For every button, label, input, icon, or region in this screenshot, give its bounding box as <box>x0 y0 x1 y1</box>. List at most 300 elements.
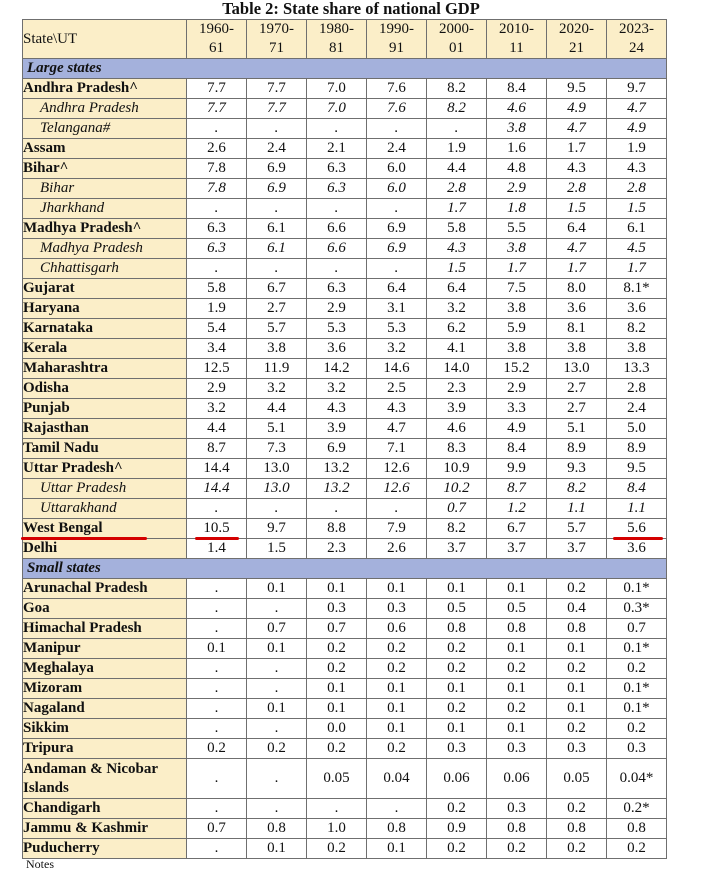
state-row <box>23 659 667 679</box>
value-cell: 4.9 <box>487 419 547 439</box>
value-cell: 3.8 <box>487 299 547 319</box>
value-cell: 0.2 <box>307 839 367 859</box>
value-cell: 6.6 <box>307 239 367 259</box>
state-row <box>23 739 667 759</box>
value-cell: . <box>187 719 247 739</box>
value-cell: 0.2 <box>547 799 607 819</box>
state-name-cell: Andhra Pradesh <box>23 99 187 119</box>
state-row <box>23 439 667 459</box>
value-cell: 6.9 <box>247 159 307 179</box>
state-name-cell: Madhya Pradesh^ <box>23 219 187 239</box>
value-cell: 3.6 <box>607 539 667 559</box>
value-cell: 3.7 <box>547 539 607 559</box>
value-cell: 0.2 <box>307 639 367 659</box>
value-cell: 0.8 <box>487 819 547 839</box>
state-row <box>23 79 667 99</box>
value-cell: 0.1 <box>367 679 427 699</box>
value-cell: 3.1 <box>367 299 427 319</box>
state-row <box>23 719 667 739</box>
value-cell: 0.8 <box>607 819 667 839</box>
value-cell: 1.7 <box>487 259 547 279</box>
value-cell: 4.5 <box>607 239 667 259</box>
value-cell: 1.9 <box>187 299 247 319</box>
column-header-year: 1990- 91 <box>367 20 427 59</box>
state-name-cell: Odisha <box>23 379 187 399</box>
value-cell: 0.1 <box>247 839 307 859</box>
value-cell: 0.8 <box>547 619 607 639</box>
value-cell: 0.2 <box>547 839 607 859</box>
value-cell: 8.2 <box>427 79 487 99</box>
value-cell: 2.4 <box>367 139 427 159</box>
value-cell: 5.1 <box>547 419 607 439</box>
state-name-cell: Punjab <box>23 399 187 419</box>
value-cell: 4.4 <box>247 399 307 419</box>
value-cell: 7.6 <box>367 99 427 119</box>
state-name-cell: Gujarat <box>23 279 187 299</box>
value-cell: 0.1 <box>427 679 487 699</box>
value-cell: 7.7 <box>247 79 307 99</box>
value-cell: 4.7 <box>547 239 607 259</box>
value-cell: 13.0 <box>247 459 307 479</box>
value-cell: . <box>187 599 247 619</box>
value-cell: 8.3 <box>427 439 487 459</box>
column-header-year: 2010- 11 <box>487 20 547 59</box>
value-cell: 2.7 <box>547 379 607 399</box>
value-cell: 6.1 <box>247 239 307 259</box>
state-name-cell: Manipur <box>23 639 187 659</box>
value-cell: 12.6 <box>367 459 427 479</box>
value-cell: 9.5 <box>547 79 607 99</box>
value-cell: 4.6 <box>487 99 547 119</box>
value-cell: 1.1 <box>607 499 667 519</box>
value-cell: 2.6 <box>187 139 247 159</box>
state-name-cell: Goa <box>23 599 187 619</box>
value-cell: 0.7 <box>607 619 667 639</box>
value-cell: 3.8 <box>487 119 547 139</box>
value-cell: 3.3 <box>487 399 547 419</box>
sub-state-row <box>23 119 667 139</box>
value-cell: 7.0 <box>307 99 367 119</box>
value-cell: 0.1 <box>427 579 487 599</box>
column-header-state: State\UT <box>23 20 187 59</box>
value-cell: 0.7 <box>247 619 307 639</box>
value-cell: 3.7 <box>427 539 487 559</box>
state-row <box>23 799 667 819</box>
highlight-underline <box>21 537 147 540</box>
value-cell: . <box>367 499 427 519</box>
value-cell: 8.4 <box>487 439 547 459</box>
value-cell: 4.3 <box>367 399 427 419</box>
value-cell: 2.9 <box>187 379 247 399</box>
section-title: Small states <box>23 559 667 579</box>
value-cell: 2.5 <box>367 379 427 399</box>
value-cell: . <box>307 259 367 279</box>
value-cell: 0.2 <box>427 659 487 679</box>
sub-state-row <box>23 499 667 519</box>
section-title: Large states <box>23 59 667 79</box>
state-name-cell: Uttar Pradesh^ <box>23 459 187 479</box>
value-cell: 0.1* <box>607 699 667 719</box>
value-cell: 0.3 <box>547 739 607 759</box>
state-name-cell: Rajasthan <box>23 419 187 439</box>
value-cell: 3.9 <box>307 419 367 439</box>
value-cell: 5.4 <box>187 319 247 339</box>
state-name-cell: Meghalaya <box>23 659 187 679</box>
value-cell: 8.0 <box>547 279 607 299</box>
value-cell: 3.8 <box>487 239 547 259</box>
value-cell: 4.7 <box>607 99 667 119</box>
state-row <box>23 519 667 539</box>
section-header-row <box>23 559 667 579</box>
value-cell: 3.6 <box>547 299 607 319</box>
value-cell: 1.7 <box>547 139 607 159</box>
value-cell: 1.5 <box>247 539 307 559</box>
value-cell: 1.8 <box>487 199 547 219</box>
value-cell: 0.1 <box>307 679 367 699</box>
state-name-cell: Assam <box>23 139 187 159</box>
value-cell: 6.7 <box>487 519 547 539</box>
value-cell: . <box>307 799 367 819</box>
state-name-cell: Tamil Nadu <box>23 439 187 459</box>
value-cell: 8.4 <box>607 479 667 499</box>
value-cell: 14.2 <box>307 359 367 379</box>
value-cell: . <box>187 699 247 719</box>
value-cell: 3.7 <box>487 539 547 559</box>
value-cell: 0.1 <box>487 639 547 659</box>
value-cell: 7.8 <box>187 159 247 179</box>
value-cell: 6.3 <box>307 179 367 199</box>
value-cell: 0.3 <box>427 739 487 759</box>
sub-state-row <box>23 479 667 499</box>
value-cell: 7.3 <box>247 439 307 459</box>
value-cell: 4.1 <box>427 339 487 359</box>
value-cell: . <box>367 799 427 819</box>
value-cell: 5.7 <box>547 519 607 539</box>
value-cell: 0.2 <box>367 739 427 759</box>
value-cell: 6.9 <box>367 219 427 239</box>
value-cell: 2.3 <box>427 379 487 399</box>
value-cell: . <box>247 799 307 819</box>
value-cell: 0.1 <box>487 719 547 739</box>
state-name-cell: Uttar Pradesh <box>23 479 187 499</box>
value-cell: 5.7 <box>247 319 307 339</box>
sub-state-row <box>23 239 667 259</box>
state-gdp-share-table <box>22 19 667 859</box>
value-cell: 0.0 <box>307 719 367 739</box>
value-cell: . <box>187 119 247 139</box>
value-cell: 0.3 <box>367 599 427 619</box>
value-cell: . <box>187 799 247 819</box>
sub-state-row <box>23 259 667 279</box>
value-cell: 4.4 <box>187 419 247 439</box>
value-cell: 0.2 <box>367 659 427 679</box>
state-name-cell: Puducherry <box>23 839 187 859</box>
value-cell: 8.1* <box>607 279 667 299</box>
state-name-cell: Tripura <box>23 739 187 759</box>
value-cell: 1.7 <box>607 259 667 279</box>
state-row <box>23 579 667 599</box>
value-cell: 1.9 <box>607 139 667 159</box>
value-cell: . <box>187 259 247 279</box>
value-cell: 7.8 <box>187 179 247 199</box>
value-cell: 0.8 <box>367 819 427 839</box>
header-row <box>23 20 667 59</box>
value-cell: 0.2 <box>367 639 427 659</box>
value-cell: 14.4 <box>187 459 247 479</box>
state-row <box>23 219 667 239</box>
value-cell: 2.9 <box>487 379 547 399</box>
value-cell: 12.5 <box>187 359 247 379</box>
value-cell: 0.5 <box>427 599 487 619</box>
value-cell: 8.2 <box>607 319 667 339</box>
value-cell: 5.8 <box>427 219 487 239</box>
value-cell: . <box>307 499 367 519</box>
column-header-year: 1970- 71 <box>247 20 307 59</box>
value-cell: 5.3 <box>367 319 427 339</box>
value-cell: 0.2 <box>427 839 487 859</box>
value-cell: 3.2 <box>247 379 307 399</box>
table-title: Table 2: State share of national GDP <box>222 0 480 18</box>
value-cell: 4.3 <box>307 399 367 419</box>
value-cell: 6.3 <box>187 219 247 239</box>
value-cell: 0.2 <box>247 739 307 759</box>
value-cell: 6.2 <box>427 319 487 339</box>
state-row <box>23 319 667 339</box>
value-cell: 0.8 <box>547 819 607 839</box>
value-cell: 8.8 <box>307 519 367 539</box>
value-cell: 2.4 <box>607 399 667 419</box>
value-cell: 9.9 <box>487 459 547 479</box>
notes-label: Notes <box>26 857 54 871</box>
value-cell: 5.0 <box>607 419 667 439</box>
value-cell: . <box>247 599 307 619</box>
value-cell: 0.3 <box>307 599 367 619</box>
state-name-cell: Andaman & Nicobar Islands <box>23 759 187 799</box>
value-cell: 2.8 <box>607 179 667 199</box>
value-cell: 0.2 <box>547 659 607 679</box>
value-cell: . <box>187 499 247 519</box>
state-name-cell: Chandigarh <box>23 799 187 819</box>
value-cell: 4.3 <box>607 159 667 179</box>
value-cell: 13.3 <box>607 359 667 379</box>
value-cell: 7.0 <box>307 79 367 99</box>
state-row <box>23 759 667 799</box>
value-cell: 6.9 <box>367 239 427 259</box>
value-cell: 2.8 <box>427 179 487 199</box>
value-cell: . <box>247 499 307 519</box>
value-cell: 4.4 <box>427 159 487 179</box>
value-cell: 3.8 <box>547 339 607 359</box>
value-cell: 4.8 <box>487 159 547 179</box>
value-cell: 0.2 <box>427 699 487 719</box>
value-cell: . <box>307 119 367 139</box>
value-cell: 6.3 <box>187 239 247 259</box>
value-cell: 0.1 <box>547 699 607 719</box>
state-row <box>23 619 667 639</box>
state-name-cell: Jammu & Kashmir <box>23 819 187 839</box>
state-name-cell: Bihar <box>23 179 187 199</box>
value-cell: . <box>187 659 247 679</box>
value-cell: 0.1 <box>367 719 427 739</box>
value-cell: 0.3* <box>607 599 667 619</box>
value-cell: 0.1 <box>247 639 307 659</box>
value-cell: 0.1 <box>367 839 427 859</box>
value-cell: . <box>247 719 307 739</box>
value-cell: . <box>247 199 307 219</box>
value-cell: 0.1* <box>607 579 667 599</box>
value-cell: 3.4 <box>187 339 247 359</box>
value-cell: 10.9 <box>427 459 487 479</box>
value-cell: 6.7 <box>247 279 307 299</box>
value-cell: 3.2 <box>427 299 487 319</box>
value-cell: 6.0 <box>367 179 427 199</box>
value-cell: . <box>187 759 247 799</box>
value-cell: 0.1 <box>247 579 307 599</box>
value-cell: 8.2 <box>547 479 607 499</box>
value-cell: 1.5 <box>547 199 607 219</box>
table-body <box>23 59 667 859</box>
column-header-year: 2023- 24 <box>607 20 667 59</box>
state-name-cell: Nagaland <box>23 699 187 719</box>
value-cell: 9.7 <box>607 79 667 99</box>
value-cell: 3.2 <box>367 339 427 359</box>
value-cell: 0.2 <box>487 659 547 679</box>
state-name-cell: Bihar^ <box>23 159 187 179</box>
value-cell: 4.7 <box>367 419 427 439</box>
state-name-cell: West Bengal <box>23 519 187 539</box>
state-row <box>23 399 667 419</box>
value-cell: 2.9 <box>307 299 367 319</box>
value-cell: 0.2 <box>427 799 487 819</box>
value-cell: 7.1 <box>367 439 427 459</box>
value-cell: 5.9 <box>487 319 547 339</box>
highlight-underline <box>613 537 663 540</box>
state-row <box>23 819 667 839</box>
value-cell: . <box>247 659 307 679</box>
value-cell: 0.5 <box>487 599 547 619</box>
value-cell: 0.6 <box>367 619 427 639</box>
value-cell: 6.9 <box>307 439 367 459</box>
value-cell: . <box>367 119 427 139</box>
value-cell: 0.06 <box>487 759 547 799</box>
value-cell: 6.9 <box>247 179 307 199</box>
state-name-cell: Kerala <box>23 339 187 359</box>
value-cell: 3.2 <box>307 379 367 399</box>
value-cell: 7.7 <box>187 99 247 119</box>
value-cell: 6.3 <box>307 159 367 179</box>
value-cell: . <box>187 839 247 859</box>
state-name-cell: Chhattisgarh <box>23 259 187 279</box>
column-header-year: 1960- 61 <box>187 20 247 59</box>
value-cell: 3.8 <box>487 339 547 359</box>
value-cell: 6.1 <box>607 219 667 239</box>
value-cell: 6.3 <box>307 279 367 299</box>
value-cell: 8.7 <box>187 439 247 459</box>
state-row <box>23 159 667 179</box>
value-cell: 8.2 <box>427 99 487 119</box>
state-name-cell: Sikkim <box>23 719 187 739</box>
value-cell: 0.2 <box>607 659 667 679</box>
value-cell: . <box>427 119 487 139</box>
value-cell: 4.6 <box>427 419 487 439</box>
value-cell: 0.2 <box>187 739 247 759</box>
value-cell: . <box>307 199 367 219</box>
value-cell: 10.2 <box>427 479 487 499</box>
value-cell: 9.7 <box>247 519 307 539</box>
value-cell: 3.6 <box>607 299 667 319</box>
value-cell: 2.9 <box>487 179 547 199</box>
value-cell: 0.8 <box>487 619 547 639</box>
value-cell: 1.5 <box>607 199 667 219</box>
value-cell: 0.1 <box>547 679 607 699</box>
state-name-cell: Mizoram <box>23 679 187 699</box>
state-row <box>23 699 667 719</box>
value-cell: 0.2* <box>607 799 667 819</box>
value-cell: 3.8 <box>247 339 307 359</box>
value-cell: 2.1 <box>307 139 367 159</box>
sub-state-row <box>23 99 667 119</box>
value-cell: 0.1 <box>487 579 547 599</box>
value-cell: 8.2 <box>427 519 487 539</box>
state-name-cell: Maharashtra <box>23 359 187 379</box>
value-cell: 4.3 <box>547 159 607 179</box>
state-row <box>23 839 667 859</box>
value-cell: 7.5 <box>487 279 547 299</box>
sub-state-row <box>23 199 667 219</box>
column-header-year: 2000- 01 <box>427 20 487 59</box>
value-cell: 7.6 <box>367 79 427 99</box>
value-cell: 7.9 <box>367 519 427 539</box>
value-cell: 1.7 <box>427 199 487 219</box>
value-cell: 2.3 <box>307 539 367 559</box>
value-cell: 2.6 <box>367 539 427 559</box>
value-cell: 0.1 <box>547 639 607 659</box>
value-cell: 1.1 <box>547 499 607 519</box>
value-cell: 8.4 <box>487 79 547 99</box>
value-cell: 13.2 <box>307 479 367 499</box>
value-cell: 4.9 <box>607 119 667 139</box>
state-row <box>23 339 667 359</box>
value-cell: 1.2 <box>487 499 547 519</box>
state-row <box>23 379 667 399</box>
value-cell: 1.7 <box>547 259 607 279</box>
value-cell: 0.9 <box>427 819 487 839</box>
value-cell: 0.1 <box>187 639 247 659</box>
value-cell: 2.7 <box>247 299 307 319</box>
state-row <box>23 639 667 659</box>
value-cell: 0.2 <box>487 699 547 719</box>
value-cell: 0.7 <box>427 499 487 519</box>
value-cell: 0.1* <box>607 639 667 659</box>
value-cell: 1.4 <box>187 539 247 559</box>
value-cell: 14.4 <box>187 479 247 499</box>
value-cell: . <box>247 679 307 699</box>
value-cell: 1.9 <box>427 139 487 159</box>
value-cell: 2.8 <box>547 179 607 199</box>
state-row <box>23 299 667 319</box>
value-cell: 3.8 <box>607 339 667 359</box>
value-cell: 0.2 <box>607 839 667 859</box>
state-name-cell: Karnataka <box>23 319 187 339</box>
value-cell: 0.8 <box>247 819 307 839</box>
value-cell: 0.1 <box>307 579 367 599</box>
value-cell: 6.1 <box>247 219 307 239</box>
value-cell: 13.0 <box>247 479 307 499</box>
value-cell: 13.2 <box>307 459 367 479</box>
value-cell: 1.5 <box>427 259 487 279</box>
value-cell: 0.1 <box>487 679 547 699</box>
value-cell: 6.4 <box>367 279 427 299</box>
